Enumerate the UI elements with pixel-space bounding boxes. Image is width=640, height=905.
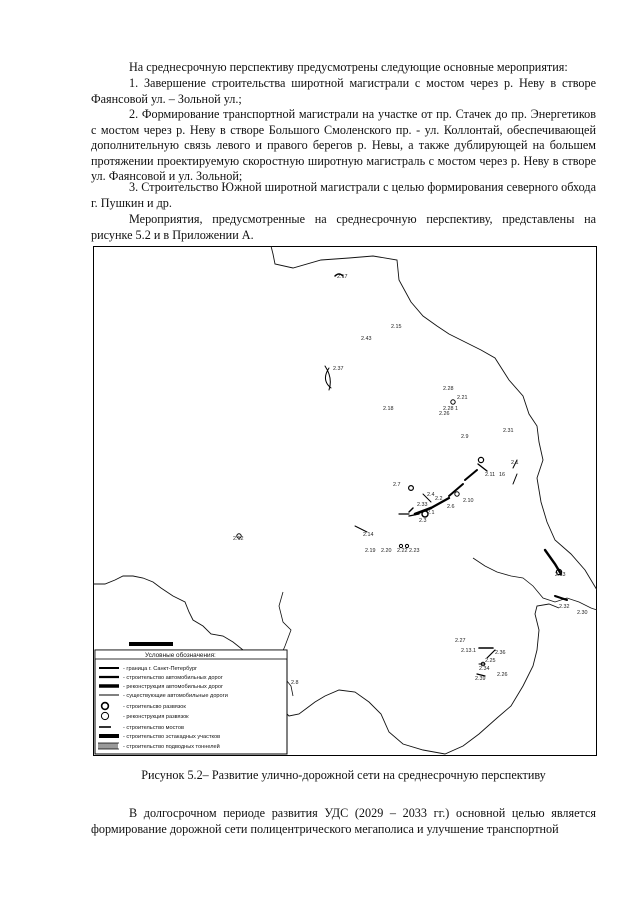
paragraph-long-term: В долгосрочном периоде развития УДС (2029 – 2033 гг.) основной целью является формирование дорожной сети полицентрического мегаполиса и улучшение транспортной	[91, 806, 596, 836]
svg-text:2.20: 2.20	[381, 548, 392, 554]
svg-text:2.32: 2.32	[559, 604, 570, 610]
svg-text:2.33: 2.33	[417, 502, 428, 508]
svg-text:- строительство подводных тонн: - строительство подводных тоннелей	[123, 744, 220, 750]
svg-text:2.18: 2.18	[383, 406, 394, 412]
svg-text:2.30: 2.30	[577, 610, 588, 616]
svg-text:- реконструкция развязок: - реконструкция развязок	[123, 714, 189, 720]
svg-text:2.37: 2.37	[333, 366, 344, 372]
svg-text:2.19: 2.19	[365, 548, 376, 554]
svg-text:2.1: 2.1	[427, 510, 435, 516]
paragraph-item-3: 3. Строительство Южной широтной магистрали с целью формирования северного обхода г. Пушкин и др.	[91, 180, 596, 210]
svg-text:2.17: 2.17	[337, 274, 348, 280]
svg-text:2.31: 2.31	[503, 428, 514, 434]
svg-text:2.14: 2.14	[363, 532, 374, 538]
svg-text:2.21: 2.21	[457, 395, 468, 401]
svg-text:2.2: 2.2	[435, 496, 443, 502]
paragraph-intro: На среднесрочную перспективу предусмотрены следующие основные мероприятия:	[129, 60, 568, 74]
svg-text:2.26: 2.26	[439, 411, 450, 417]
svg-text:2.4: 2.4	[427, 492, 435, 498]
svg-text:2.13: 2.13	[555, 572, 566, 578]
legend-title: Условные обозначения:	[145, 652, 216, 659]
svg-text:- строительство эстакадных уча: - строительство эстакадных участков	[123, 734, 221, 740]
svg-text:2.25: 2.25	[485, 658, 496, 664]
svg-text:2.23: 2.23	[409, 548, 420, 554]
svg-text:2.34: 2.34	[479, 666, 490, 672]
svg-text:2.7: 2.7	[393, 482, 401, 488]
road-network-map	[93, 246, 597, 756]
svg-text:- реконструкция автомобильных: - реконструкция автомобильных дорог	[123, 684, 224, 690]
svg-text:2.26: 2.26	[497, 672, 508, 678]
svg-text:2.43: 2.43	[361, 336, 372, 342]
svg-text:- строительство автомобильных: - строительство автомобильных дорог	[123, 675, 223, 681]
svg-text:- граница г. Санкт-Петербург: - граница г. Санкт-Петербург	[123, 666, 198, 672]
svg-text:2.9: 2.9	[461, 434, 469, 440]
svg-text:2.11: 2.11	[485, 472, 496, 478]
svg-text:- существующие автомобильные д: - существующие автомобильные дороги	[123, 693, 228, 699]
svg-text:2.8: 2.8	[291, 680, 299, 686]
svg-text:2.10: 2.10	[463, 498, 474, 504]
svg-text:2.12: 2.12	[233, 536, 244, 542]
svg-text:2.15: 2.15	[391, 324, 402, 330]
paragraph-item-2: 2. Формирование транспортной магистрали на участке от пр. Стачек до пр. Энергетиков с мостом через р. Неву в створе Большого Смоленского пр. - ул. Коллонтай, обеспечивающей дополнительную связь левого и правого берегов р. Невы, а также дублирующей на большем протяжении проектируемую скоростную широтную магистраль с мостом через р. Неву в створе ул. Фаянсовой и ул. Зольной;	[91, 107, 596, 184]
figure-caption: Рисунок 5.2– Развитие улично-дорожной сети на среднесрочную перспективу	[141, 768, 546, 782]
svg-text:2.28 1: 2.28 1	[443, 406, 458, 412]
svg-text:2.22: 2.22	[397, 548, 408, 554]
paragraph-figure-reference: Мероприятия, предусмотренные на среднесрочную перспективу, представлены на рисунке 5.2 и в Приложении А.	[91, 212, 596, 242]
svg-text:2.36: 2.36	[495, 650, 506, 656]
scale-bar	[129, 642, 173, 646]
svg-text:2.27: 2.27	[455, 638, 466, 644]
paragraph-item-1: 1. Завершение строительства широтной магистрали с мостом через р. Неву в створе Фаянсовой ул. – Зольной ул.;	[91, 76, 596, 106]
svg-text:16: 16	[499, 472, 505, 478]
svg-text:- строительство мостов: - строительство мостов	[123, 725, 184, 731]
map-legend	[95, 650, 287, 754]
svg-text:2.13.1: 2.13.1	[461, 648, 476, 654]
svg-text:- строительсво развязок: - строительсво развязок	[123, 704, 186, 710]
svg-text:2.3: 2.3	[419, 518, 427, 524]
svg-text:2.6: 2.6	[447, 504, 455, 510]
svg-text:2.1: 2.1	[511, 460, 519, 466]
svg-text:2.39: 2.39	[475, 676, 486, 682]
svg-text:2.28: 2.28	[443, 386, 454, 392]
